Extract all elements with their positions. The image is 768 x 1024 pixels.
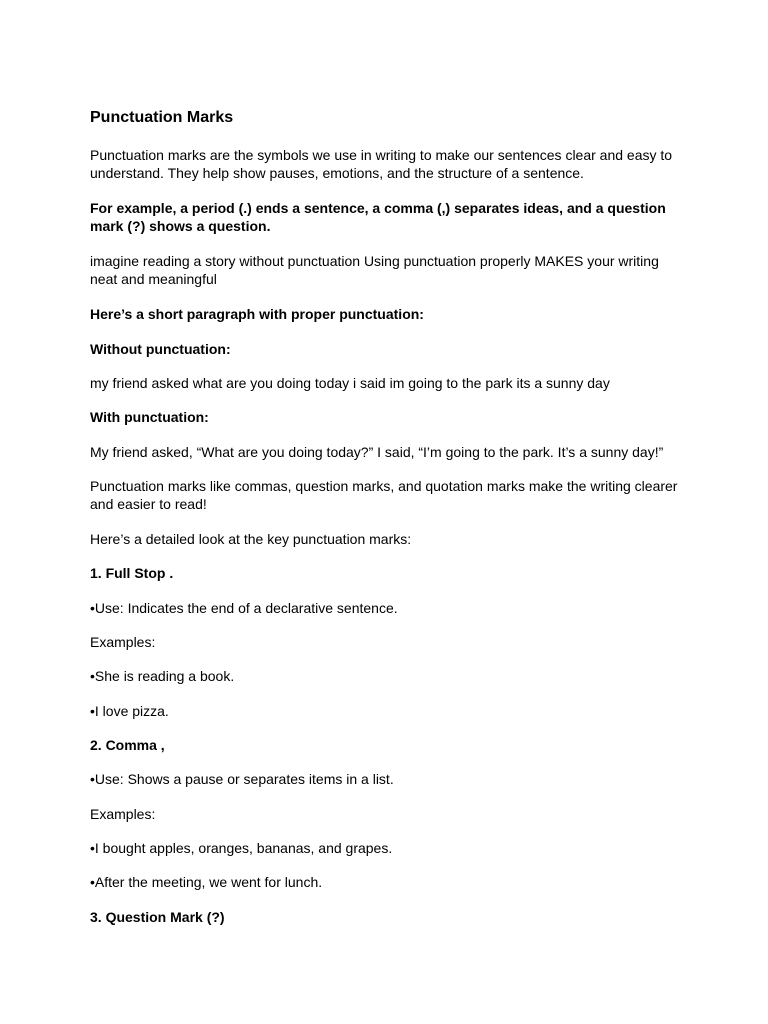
clearer-paragraph: Punctuation marks like commas, question marks, and quotation marks make the writing clearer and easier to read! <box>90 478 678 512</box>
without-punctuation-text: my friend asked what are you doing today i said im going to the park its a sunny day <box>90 375 610 391</box>
detailed-look-paragraph: Here’s a detailed look at the key punctuation marks: <box>90 531 412 547</box>
example-item: •I love pizza. <box>90 703 169 719</box>
document-title: Punctuation Marks <box>90 109 234 126</box>
section-heading-question-mark: 3. Question Mark (?) <box>90 909 225 925</box>
section-use-comma: •Use: Shows a pause or separates items in a list. <box>90 771 394 787</box>
example-item: •She is reading a book. <box>90 668 235 684</box>
short-paragraph-heading: Here’s a short paragraph with proper punctuation: <box>90 306 424 322</box>
examples-label-full-stop: Examples: <box>90 634 156 650</box>
example-item: •After the meeting, we went for lunch. <box>90 874 323 890</box>
example-paragraph: For example, a period (.) ends a sentence, a comma (,) separates ideas, and a question mark (?) shows a question. <box>90 200 666 234</box>
imagine-paragraph: imagine reading a story without punctuation Using punctuation properly MAKES your writing neat and meaningful <box>90 253 659 287</box>
section-use-full-stop: •Use: Indicates the end of a declarative sentence. <box>90 600 398 616</box>
without-punctuation-heading: Without punctuation: <box>90 341 231 357</box>
section-heading-comma: 2. Comma , <box>90 737 165 753</box>
examples-label-comma: Examples: <box>90 806 156 822</box>
with-punctuation-text: My friend asked, “What are you doing today?” I said, “I’m going to the park. It’s a sunny day!” <box>90 444 664 460</box>
example-item: •I bought apples, oranges, bananas, and grapes. <box>90 840 393 856</box>
section-heading-full-stop: 1. Full Stop . <box>90 565 174 581</box>
intro-paragraph: Punctuation marks are the symbols we use in writing to make our sentences clear and easy to understand. They help show pauses, emotions, and the structure of a sentence. <box>90 147 673 181</box>
with-punctuation-heading: With punctuation: <box>90 409 209 425</box>
